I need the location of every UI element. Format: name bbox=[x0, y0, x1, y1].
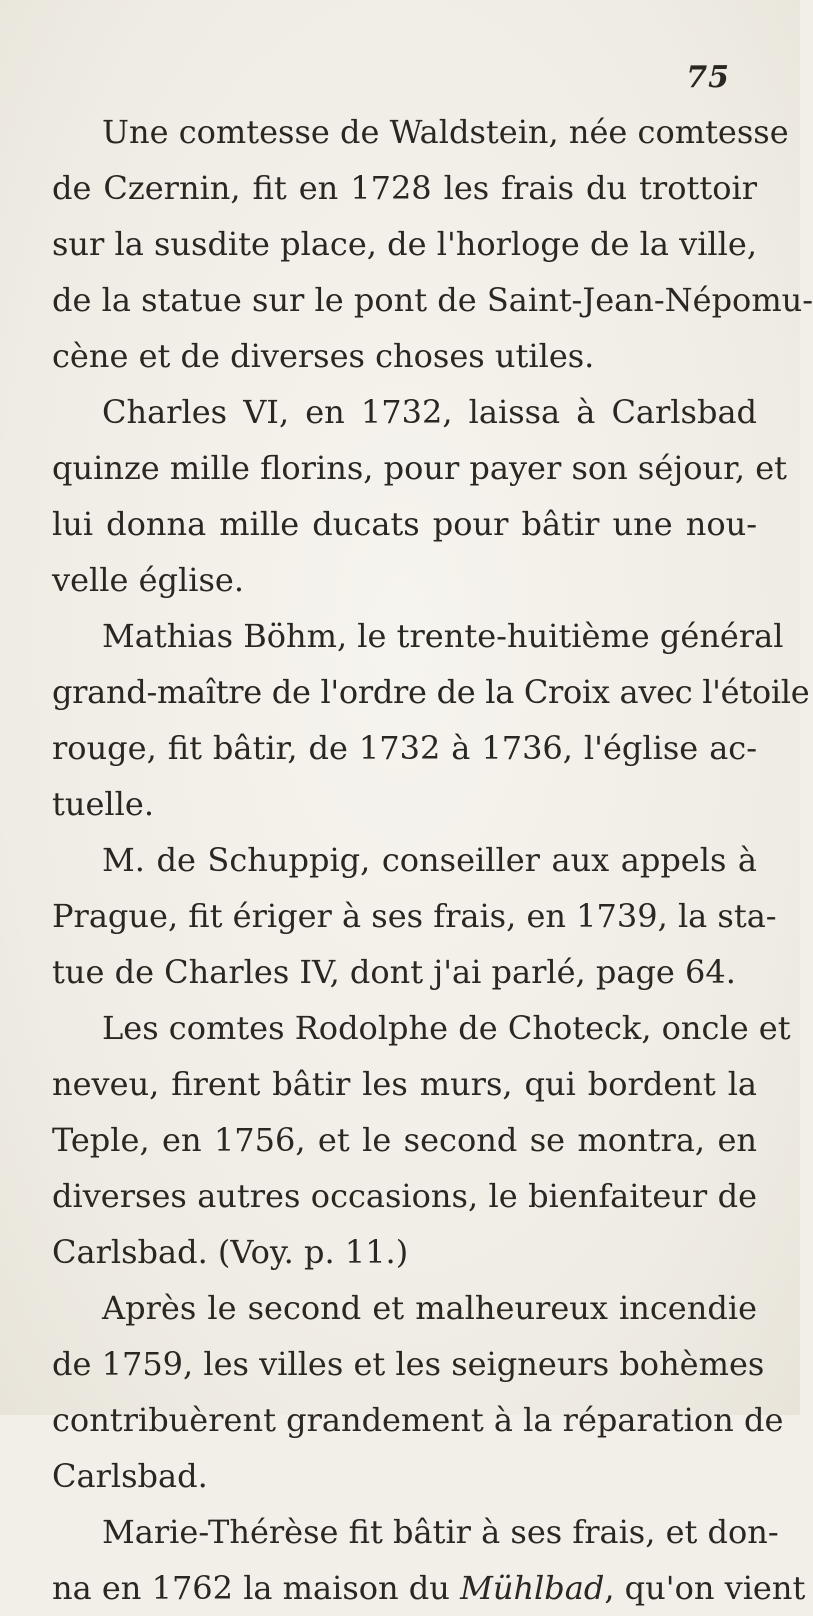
text-line: tuelle. bbox=[52, 785, 154, 823]
italic-place-name: Mühlbad bbox=[460, 1569, 605, 1607]
text-line: tue de Charles IV, dont j'ai parlé, page 64. bbox=[52, 953, 736, 991]
text-line: quinze mille florins, pour payer son séjour, et bbox=[52, 449, 787, 487]
text-line: cène et de diverses choses utiles. bbox=[52, 337, 595, 375]
text-line: Mathias Böhm, le trente-huitième général bbox=[102, 617, 784, 655]
text-line: Carlsbad. bbox=[52, 1457, 208, 1495]
text-line: diverses autres occasions, le bienfaiteur de bbox=[52, 1177, 757, 1215]
text-line: rouge, fit bâtir, de 1732 à 1736, l'église ac- bbox=[52, 729, 757, 767]
text-line: Une comtesse de Waldstein, née comtesse bbox=[102, 113, 789, 151]
text-line: Les comtes Rodolphe de Choteck, oncle et bbox=[102, 1009, 791, 1047]
text-line: lui donna mille ducats pour bâtir une nou- bbox=[52, 505, 757, 543]
text-line: Carlsbad. (Voy. p. 11.) bbox=[52, 1233, 409, 1271]
text-span: na en 1762 la maison du bbox=[52, 1569, 461, 1607]
text-line: Charles VI, en 1732, laissa à Carlsbad bbox=[102, 393, 757, 431]
text-span: , qu'on vient bbox=[604, 1569, 806, 1607]
text-line: Prague, fit ériger à ses frais, en 1739, la sta- bbox=[52, 897, 777, 935]
text-line: Teple, en 1756, et le second se montra, en bbox=[52, 1121, 757, 1159]
text-line: sur la susdite place, de l'horloge de la ville, bbox=[52, 225, 757, 263]
text-line: contribuèrent grandement à la réparation de bbox=[52, 1401, 784, 1439]
text-line: de Czernin, fit en 1728 les frais du trottoir bbox=[52, 169, 757, 207]
text-line: velle église. bbox=[52, 561, 245, 599]
text-line: de la statue sur le pont de Saint-Jean-Népomu- bbox=[52, 281, 813, 319]
text-line: de 1759, les villes et les seigneurs bohèmes bbox=[52, 1345, 765, 1383]
text-line: M. de Schuppig, conseiller aux appels à bbox=[102, 841, 757, 879]
text-line: neveu, firent bâtir les murs, qui bordent la bbox=[52, 1065, 757, 1103]
text-line: Marie-Thérèse fit bâtir à ses frais, et don- bbox=[102, 1513, 779, 1551]
page-number: 75 bbox=[686, 60, 730, 95]
text-line bbox=[52, 1560, 806, 1616]
text-line: Après le second et malheureux incendie bbox=[102, 1289, 757, 1327]
text-line: grand-maître de l'ordre de la Croix avec l'étoile bbox=[52, 673, 810, 711]
body-text bbox=[52, 104, 813, 1616]
